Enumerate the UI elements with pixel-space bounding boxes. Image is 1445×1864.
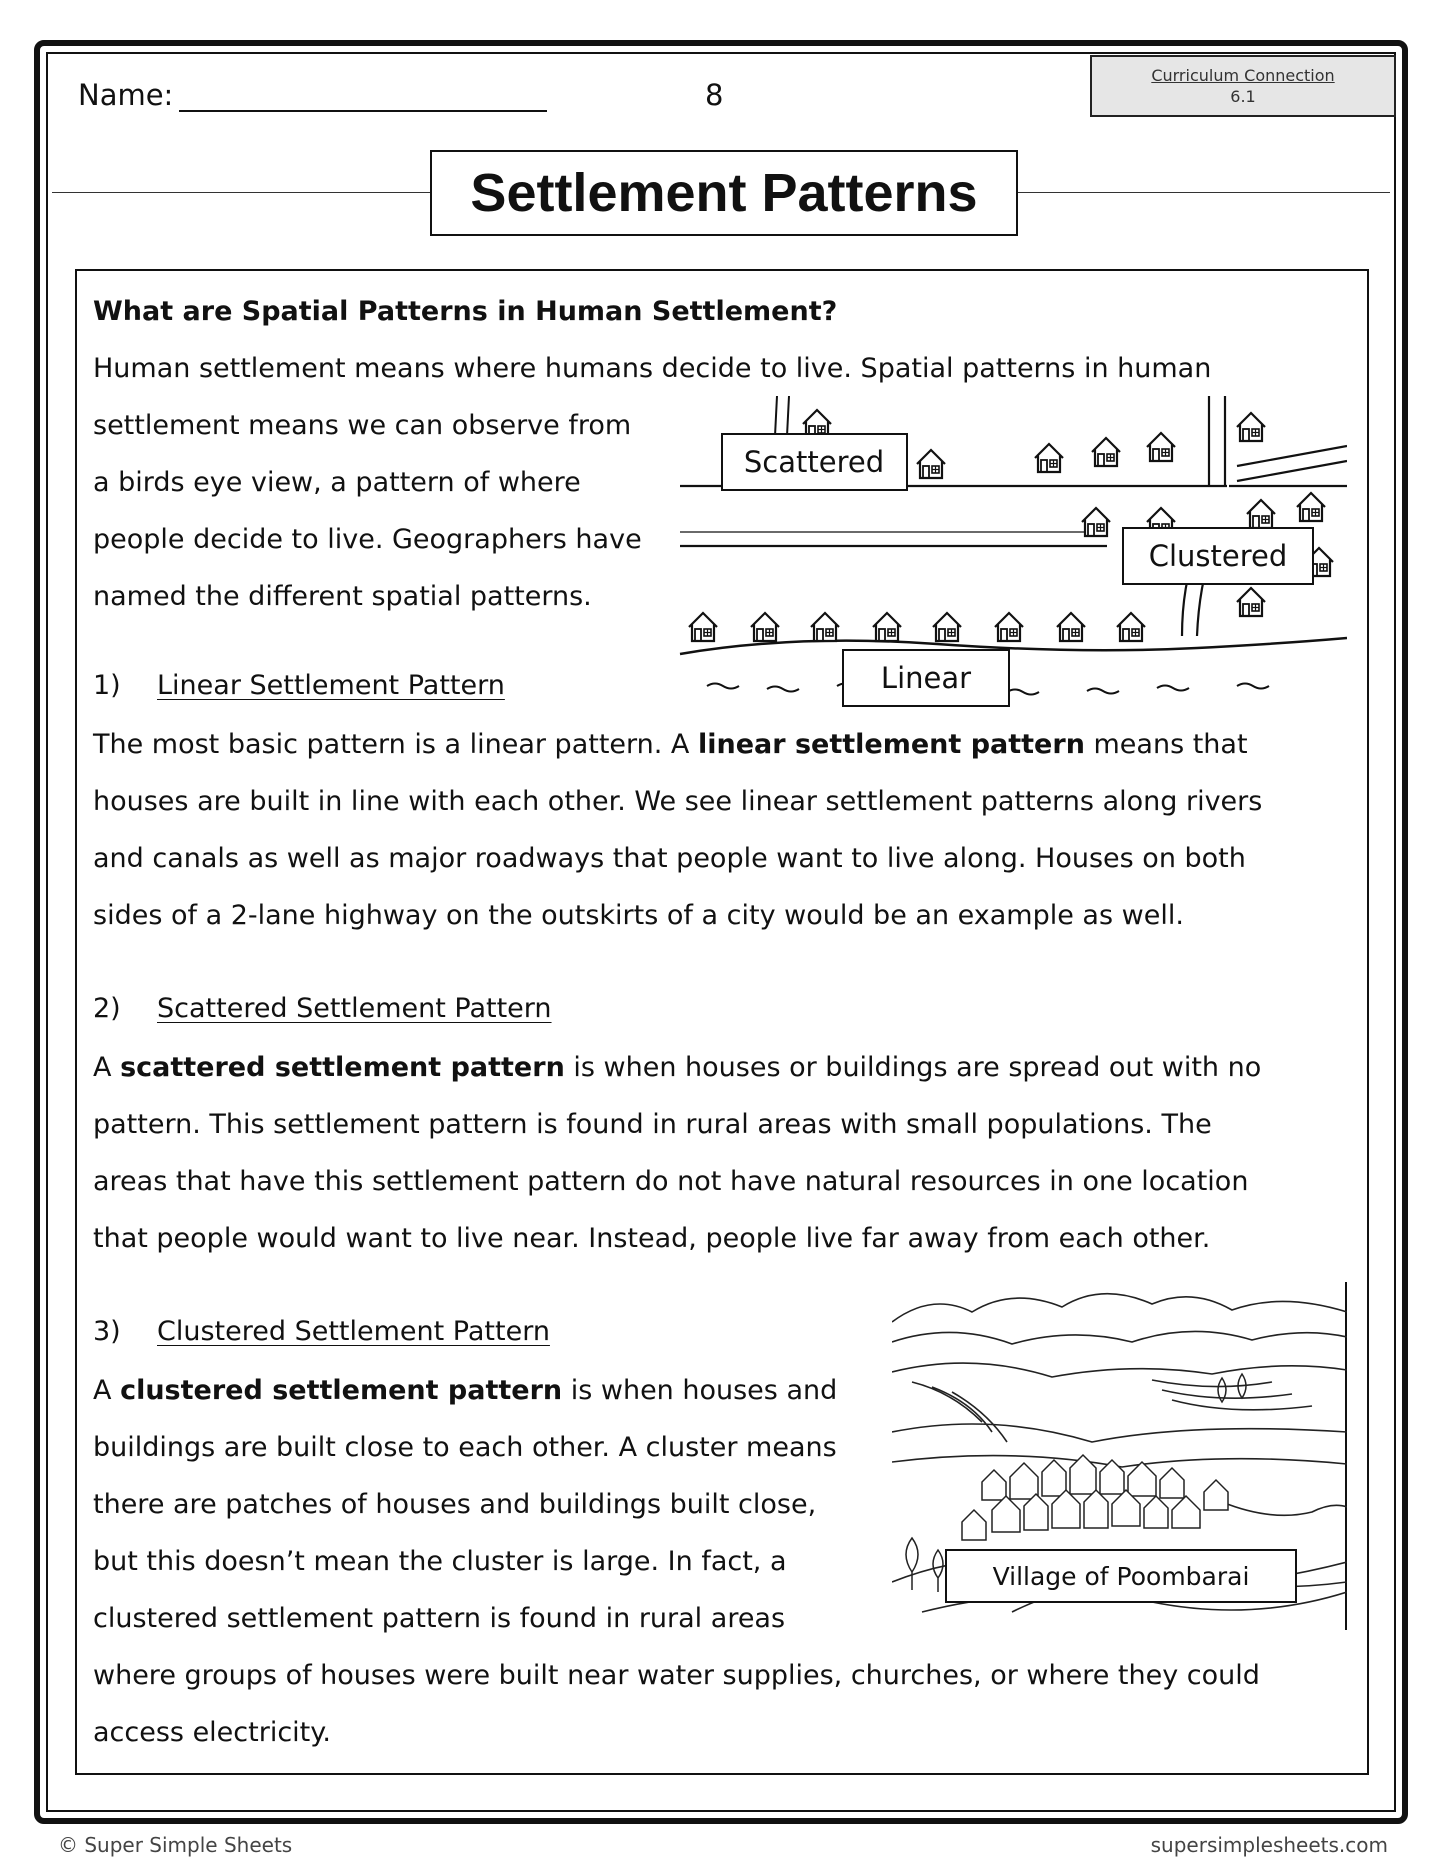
intro-line: settlement means we can observe from bbox=[93, 410, 632, 441]
section-1-number: 1) bbox=[93, 670, 121, 701]
svg-text:Clustered: Clustered bbox=[1148, 539, 1288, 573]
title-rule-right bbox=[1016, 192, 1390, 193]
section-3-line: buildings are built close to each other. A cluster means bbox=[93, 1432, 837, 1463]
village-illustration bbox=[892, 1282, 1347, 1630]
section-1-line: and canals as well as major roadways that people want to live along. Houses on both bbox=[93, 843, 1246, 874]
intro-line: a birds eye view, a pattern of where bbox=[93, 467, 581, 498]
name-label: Name: bbox=[78, 78, 174, 112]
section-3-line: A clustered settlement pattern is when houses and bbox=[93, 1375, 838, 1406]
section-2-title: Scattered Settlement Pattern bbox=[157, 993, 552, 1024]
name-field[interactable] bbox=[78, 78, 547, 112]
section-1-line: The most basic pattern is a linear pattern. A linear settlement pattern means that bbox=[93, 729, 1248, 760]
page-title: Settlement Patterns bbox=[430, 150, 1018, 236]
footer-copyright: © Super Simple Sheets bbox=[58, 1833, 293, 1857]
curriculum-code: 6.1 bbox=[1230, 87, 1256, 106]
section-3-title: Clustered Settlement Pattern bbox=[157, 1316, 550, 1347]
section-2-line: A scattered settlement pattern is when houses or buildings are spread out with no bbox=[93, 1052, 1262, 1083]
section-1-line: houses are built in line with each other. We see linear settlement patterns along rivers bbox=[93, 786, 1263, 817]
page-number: 8 bbox=[705, 78, 724, 112]
section-2-line: pattern. This settlement pattern is found in rural areas with small populations. The bbox=[93, 1109, 1212, 1140]
clustered-label bbox=[1123, 528, 1313, 584]
section-3-number: 3) bbox=[93, 1316, 121, 1347]
section-3-line: where groups of houses were built near water supplies, churches, or where they could bbox=[93, 1660, 1260, 1691]
linear-label bbox=[843, 650, 1009, 706]
section-1-title: Linear Settlement Pattern bbox=[157, 670, 505, 701]
svg-text:Linear: Linear bbox=[880, 661, 972, 695]
section-3-line: but this doesn’t mean the cluster is large. In fact, a bbox=[93, 1546, 787, 1577]
intro-line: Human settlement means where humans decide to live. Spatial patterns in human bbox=[93, 353, 1212, 384]
section-2-line: areas that have this settlement pattern do not have natural resources in one location bbox=[93, 1166, 1249, 1197]
title-rule-left bbox=[52, 192, 432, 193]
section-3-line: access electricity. bbox=[93, 1717, 331, 1748]
name-blank-line[interactable] bbox=[179, 82, 547, 112]
settlement-pattern-diagram bbox=[677, 386, 1347, 716]
intro-line: named the different spatial patterns. bbox=[93, 581, 592, 612]
footer-website-link[interactable]: supersimplesheets.com bbox=[1150, 1833, 1388, 1857]
section-3-line: there are patches of houses and buildings built close, bbox=[93, 1489, 817, 1520]
section-3-line: clustered settlement pattern is found in rural areas bbox=[93, 1603, 786, 1634]
intro-heading: What are Spatial Patterns in Human Settlement? bbox=[93, 296, 838, 327]
section-2-number: 2) bbox=[93, 993, 121, 1024]
section-1-line: sides of a 2-lane highway on the outskirts of a city would be an example as well. bbox=[93, 900, 1184, 931]
village-caption bbox=[946, 1550, 1296, 1602]
curriculum-connection-box bbox=[1090, 55, 1396, 117]
intro-line: people decide to live. Geographers have bbox=[93, 524, 642, 555]
section-2-line: that people would want to live near. Instead, people live far away from each other. bbox=[93, 1223, 1211, 1254]
svg-text:Scattered: Scattered bbox=[743, 445, 885, 479]
curriculum-label: Curriculum Connection bbox=[1151, 66, 1335, 85]
scattered-label bbox=[722, 434, 907, 490]
svg-text:Village of Poombarai: Village of Poombarai bbox=[992, 1562, 1250, 1591]
